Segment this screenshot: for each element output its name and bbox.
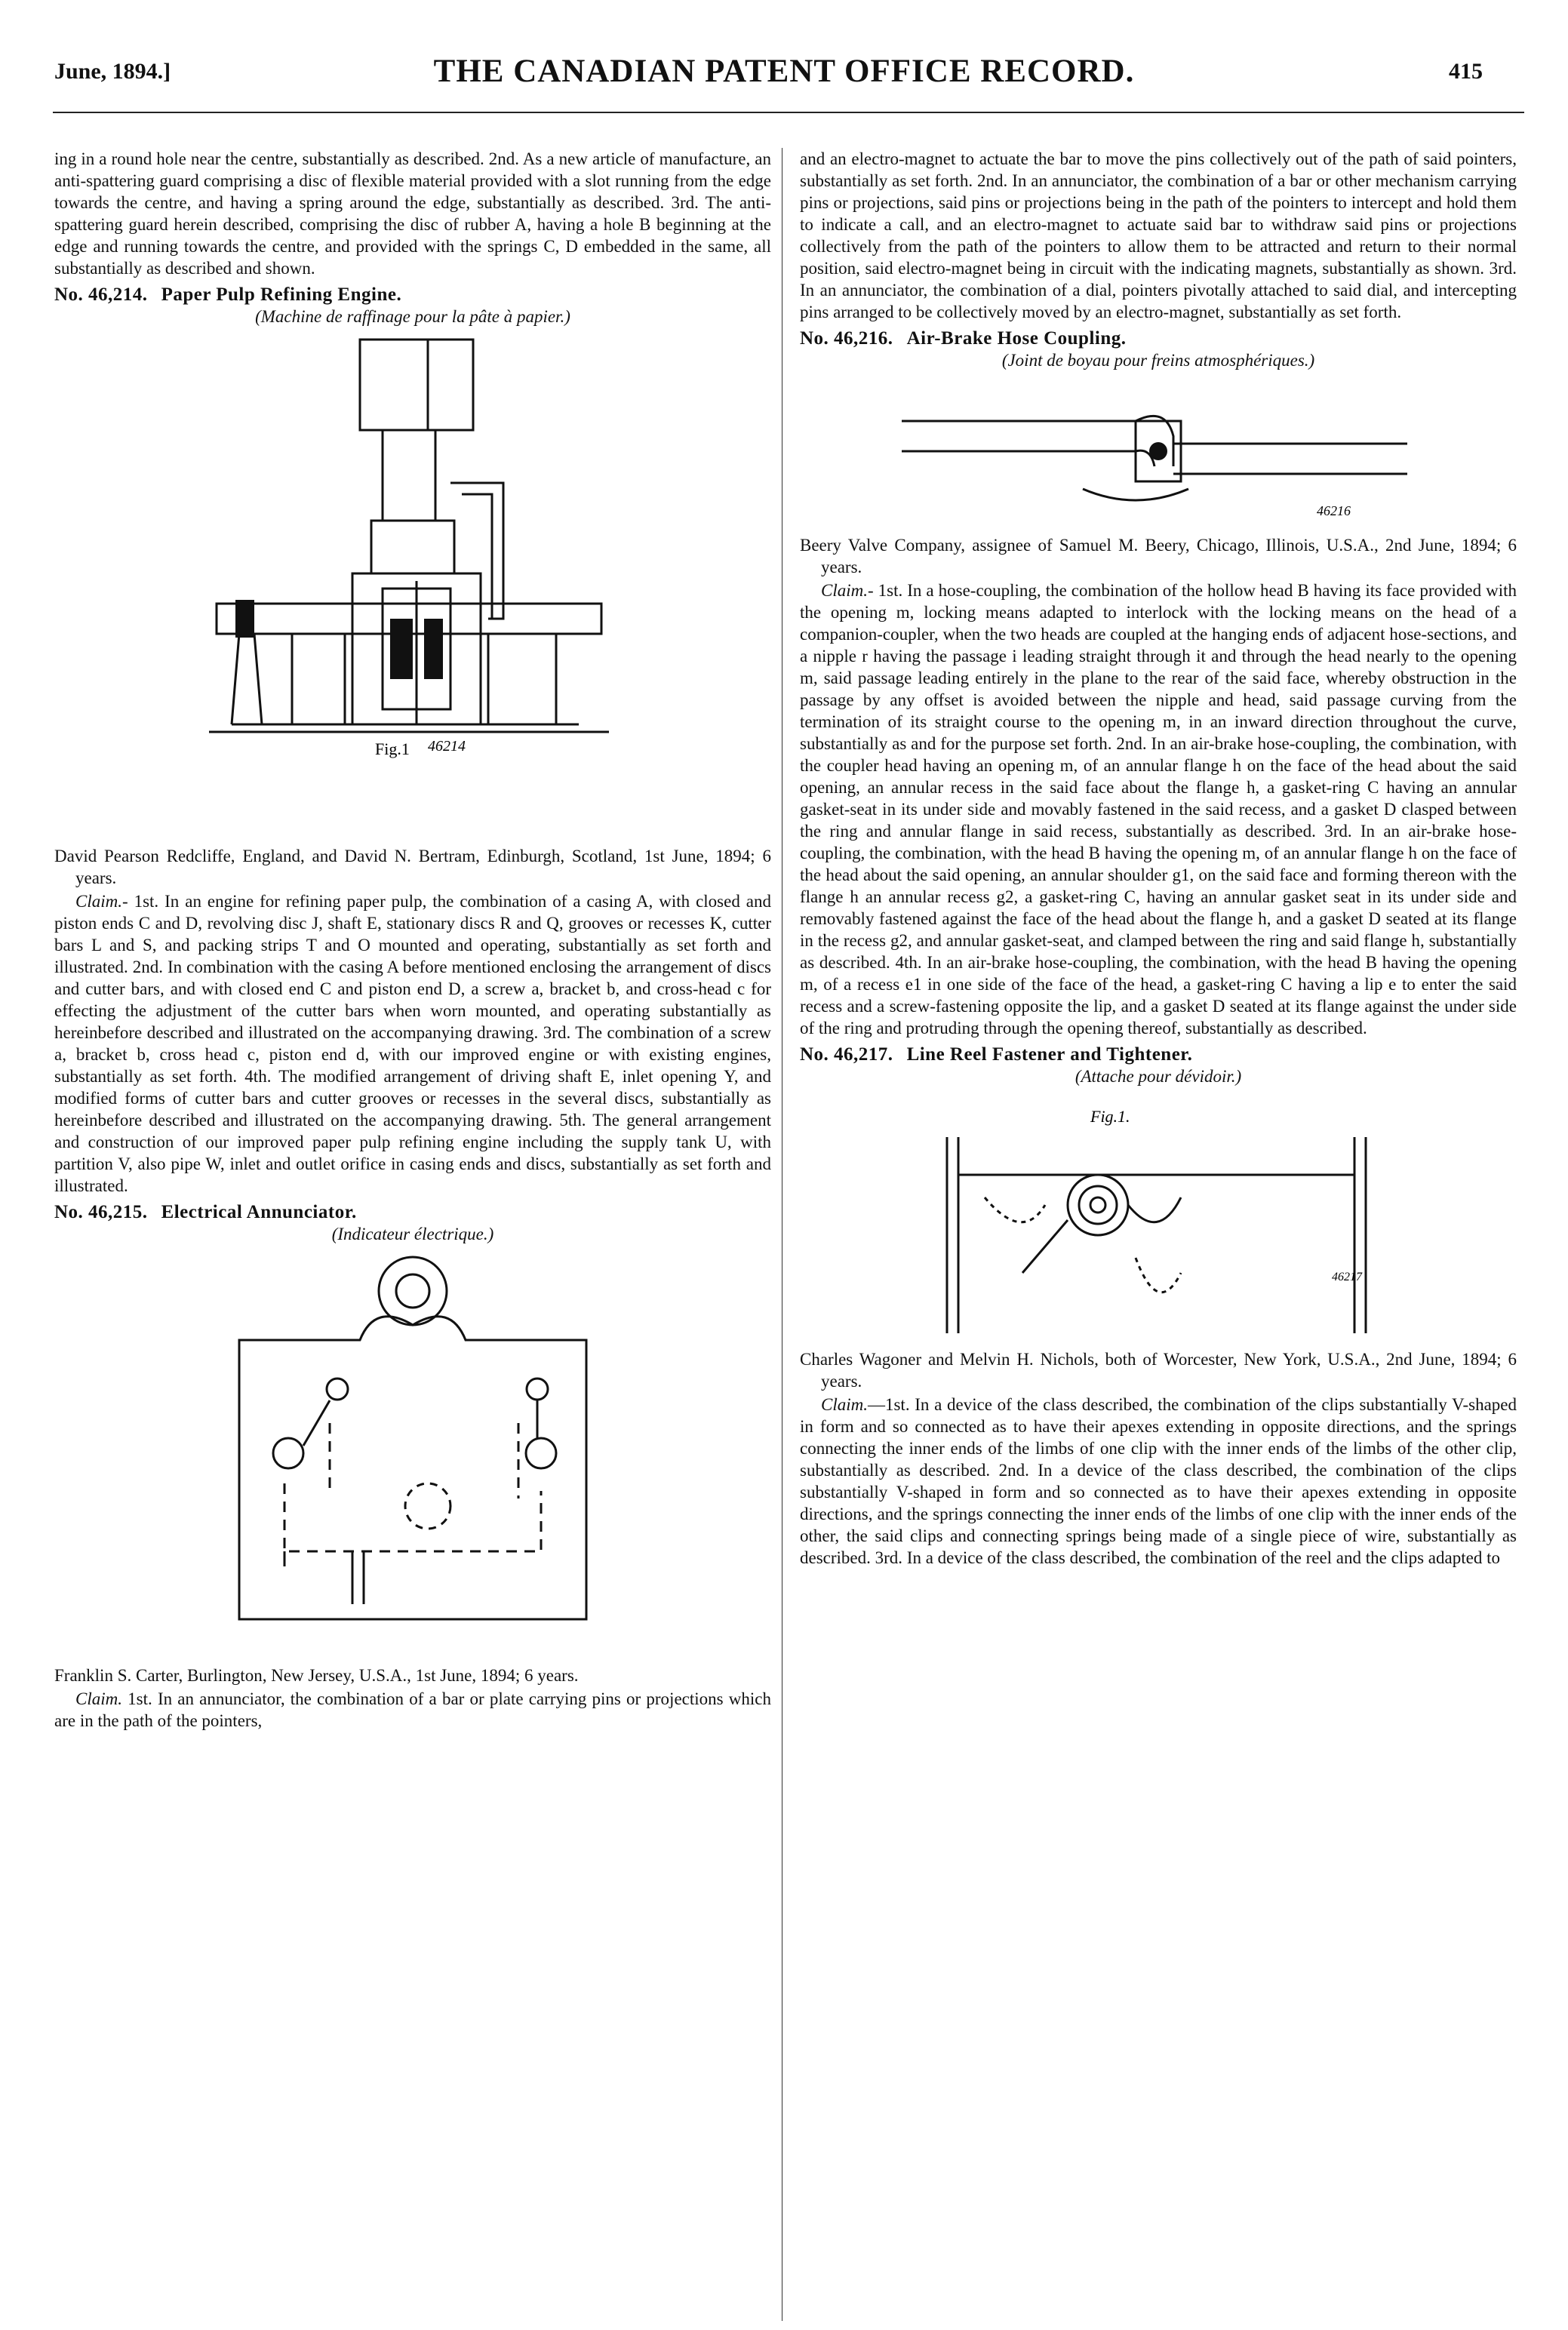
continued-text: ing in a round hole near the centre, substantially as described. 2nd. As a new article of manufacture, an anti-spattering guard comprising a disc of flexible material provided with a slot running from the edge towards the centre, and having a spring around the edge, substantially as described. 3rd. The anti-spattering guard herein described, comprising the disc of rubber A, having a hole B beginning at the edge and running towards the centre, and provided with the springs C, D embedded in the same, all substantially as described and shown. (54, 149, 771, 278)
figure-pulp-engine (201, 332, 624, 838)
continued-text: and an electro-magnet to actuate the bar to move the pins collectively out of the path of said pointers, substantially as set forth. 2nd. In an annunciator, the combination of a bar or other mechanism carrying pins or projections, said pins or projections being in the path of the pointers to intercept and hold them to indicate a call, and an electro-magnet to actuate said bar to withdraw said pins or projections collectively from the path of the pointers to allow them to be attracted and return to their normal position, said electro-magnet being in circuit with the indicating magnets, substantially as shown. 3rd. In an annunciator, the combination of a dial, pointers pivotally attached to said dial, and intercepting pins arranged to be collectively moved by an electro-magnet, substantially as set forth. (800, 149, 1517, 321)
patent-claim (54, 1688, 771, 1732)
header-date: June, 1894.] (54, 59, 171, 84)
patent-claim (800, 1394, 1517, 1569)
claim-label: Claim. (75, 1689, 122, 1708)
patent-number: No. 46,217. (800, 1044, 893, 1065)
patent-heading-46215 (54, 1201, 771, 1223)
pulp-engine-drawing (201, 332, 624, 838)
patent-claim (800, 579, 1517, 1039)
patent-inventors: Charles Wagoner and Melvin H. Nichols, both of Worcester, New York, U.S.A., 2nd June, 1894; 6 years. (800, 1350, 1517, 1391)
patent-number: No. 46,216. (800, 328, 893, 349)
patent-inventors: Beery Valve Company, assignee of Samuel M. Beery, Chicago, Illinois, U.S.A., 2nd June, 1894; 6 years. (800, 536, 1517, 576)
patent-title: Line Reel Fastener and Tightener. (906, 1044, 1193, 1065)
hose-coupling-drawing (887, 376, 1430, 527)
header-rule (53, 112, 1524, 113)
patent-number: No. 46,214. (54, 284, 148, 305)
claim-text: 1st. In an annunciator, the combination of a bar or plate carrying pins or projections which are in the path of the pointers, (54, 1689, 771, 1730)
patent-heading-46214 (54, 284, 771, 306)
patent-number: No. 46,215. (54, 1202, 148, 1222)
claim-text: - 1st. In an engine for refining paper pulp, the combination of a casing A, with closed and piston ends C and D, revolving disc J, shaft E, stationary discs R and Q, grooves or recesses K, cutter bars L and S, and packing strips T and O mounted and operating, substantially as set forth and illustrated. 2nd. In combination with the casing A before mentioned enclosing the arrangement of discs and cutter bars, and with closed end C and piston end D, a screw a, bracket b, and cross-head c for effecting the adjustment of the cutter bars when worn mounted, and operating substantially as hereinbefore described and illustrated on the accompanying drawing. 3rd. The combination of a screw a, bracket b, cross head c, piston end d, with our improved engine or with existing engines, substantially as set forth. 4th. The modified arrangement of driving shaft E, inlet opening Y, and modified forms of cutter bars and cutter grooves or recesses in the several discs, substantially as hereinbefore described and illustrated on the accompanying drawing. 5th. The general arrangement and construction of our improved paper pulp refining engine including the supply tank U, with partition V, also pipe W, inlet and outlet orifice in casing ends and discs, substantially as set forth and illustrated. (54, 892, 771, 1195)
figure-serial: 46214 (428, 738, 466, 755)
figure-line-reel (909, 1092, 1407, 1341)
page-header (0, 0, 1568, 132)
right-column (800, 148, 1517, 1570)
left-column (54, 148, 771, 1733)
patent-title: Paper Pulp Refining Engine. (161, 284, 402, 305)
annunciator-drawing (103, 1250, 722, 1657)
patent-heading-46216 (800, 327, 1517, 349)
claim-label: Claim. (75, 892, 122, 911)
patent-title: Air-Brake Hose Coupling. (906, 328, 1127, 349)
figure-caption: Fig.1. (1090, 1107, 1130, 1126)
figure-serial: 46217 (1332, 1271, 1362, 1283)
figure-annunciator (103, 1250, 722, 1657)
patent-claim (54, 890, 771, 1197)
page-number: 415 (1449, 59, 1483, 84)
header-title: THE CANADIAN PATENT OFFICE RECORD. (433, 54, 1135, 89)
patent-inventors: Franklin S. Carter, Burlington, New Jersey, U.S.A., 1st June, 1894; 6 years. (54, 1666, 579, 1685)
line-reel-drawing (909, 1092, 1407, 1341)
claim-text: —1st. In a device of the class described, the combination of the clips substantially V-shaped in form and so connected as to have their apexes extending in opposite directions, and the springs connecting the inner ends of the limbs of one clip with the inner ends of the limbs of the other clip, substantially as described. 2nd. In a device of the class described, the combination of the clips substantially V-shaped in form and so connected as to have their apexes extending in opposite directions, and the springs connecting the inner ends of the limbs of one clip with the inner ends of the other, the said clips and connecting springs being made of a single piece of wire, substantially as described. 3rd. In a device of the class described, the combination of the reel and the clips adapted to (800, 1395, 1517, 1567)
patent-subtitle: (Machine de raffinage pour la pâte à papier.) (255, 307, 570, 326)
claim-label: Claim. (821, 581, 868, 600)
patent-inventors: David Pearson Redcliffe, England, and David N. Bertram, Edinburgh, Scotland, 1st June, 1894; 6 years. (54, 847, 771, 887)
figure-caption: Fig.1 (375, 739, 410, 758)
figure-serial: 46216 (1317, 503, 1351, 518)
patent-subtitle: (Attache pour dévidoir.) (1075, 1067, 1242, 1086)
patent-heading-46217 (800, 1044, 1517, 1065)
figure-hose-coupling (887, 376, 1430, 527)
claim-label: Claim. (821, 1395, 868, 1414)
claim-text: - 1st. In a hose-coupling, the combination of the hollow head B having its face provided with the opening m, locking means adapted to interlock with the locking means on the head of a companion-coupler, when the two heads are coupled at the hanging ends of adjacent hose-sections, and a nipple r having the passage i leading straight through it and through the head nearly to the opening m, said passage leading entirely in the plane to the rear of the said face, whereby obstruction in the passage by any offset is avoided between the nipple and head, said passage curving from the termination of its straight course to the opening m, in an inward direction throughout the curve, substantially as and for the purpose set forth. 2nd. In an air-brake hose-coupling, the combination, with the coupler head having an opening m, of an annular flange h on the face of the head about the said opening, an annular recess in the said face about the flange h, a gasket-ring C having an annular gasket-seat in its under side and movably fastened in the said recess, and a gasket D clasped between the ring and annular flange in said recess, substantially as described. 3rd. In an air-brake hose-coupling, the combination, with the head B having the opening m, of an annular flange h on the face of the head about the said opening, an annular shoulder g1, on the said face and forming thereon with the flange h an annular recess g2, a gasket-ring C, having an annular gasket seat in its under side and removably fastened against the face of the head about the flange h, and a gasket D seated at its flange in the recess g2, and annular gasket-seat, and clamped between the ring and said flange h, substantially as described. 4th. In an air-brake hose-coupling, the combination, with the head B having the opening m, of a recess e1 in one side of the face of the head, a gasket-ring C having a lip e to enter the said recess and a screw-fastening opposite the lip, and a gasket D seated at its flange against the under side of the ring and protruding through the opening thereof, substantially as described. (800, 581, 1517, 1037)
patent-subtitle: (Indicateur électrique.) (331, 1225, 494, 1243)
patent-title: Electrical Annunciator. (161, 1202, 357, 1222)
patent-subtitle: (Joint de boyau pour freins atmosphériques.) (1001, 351, 1315, 370)
